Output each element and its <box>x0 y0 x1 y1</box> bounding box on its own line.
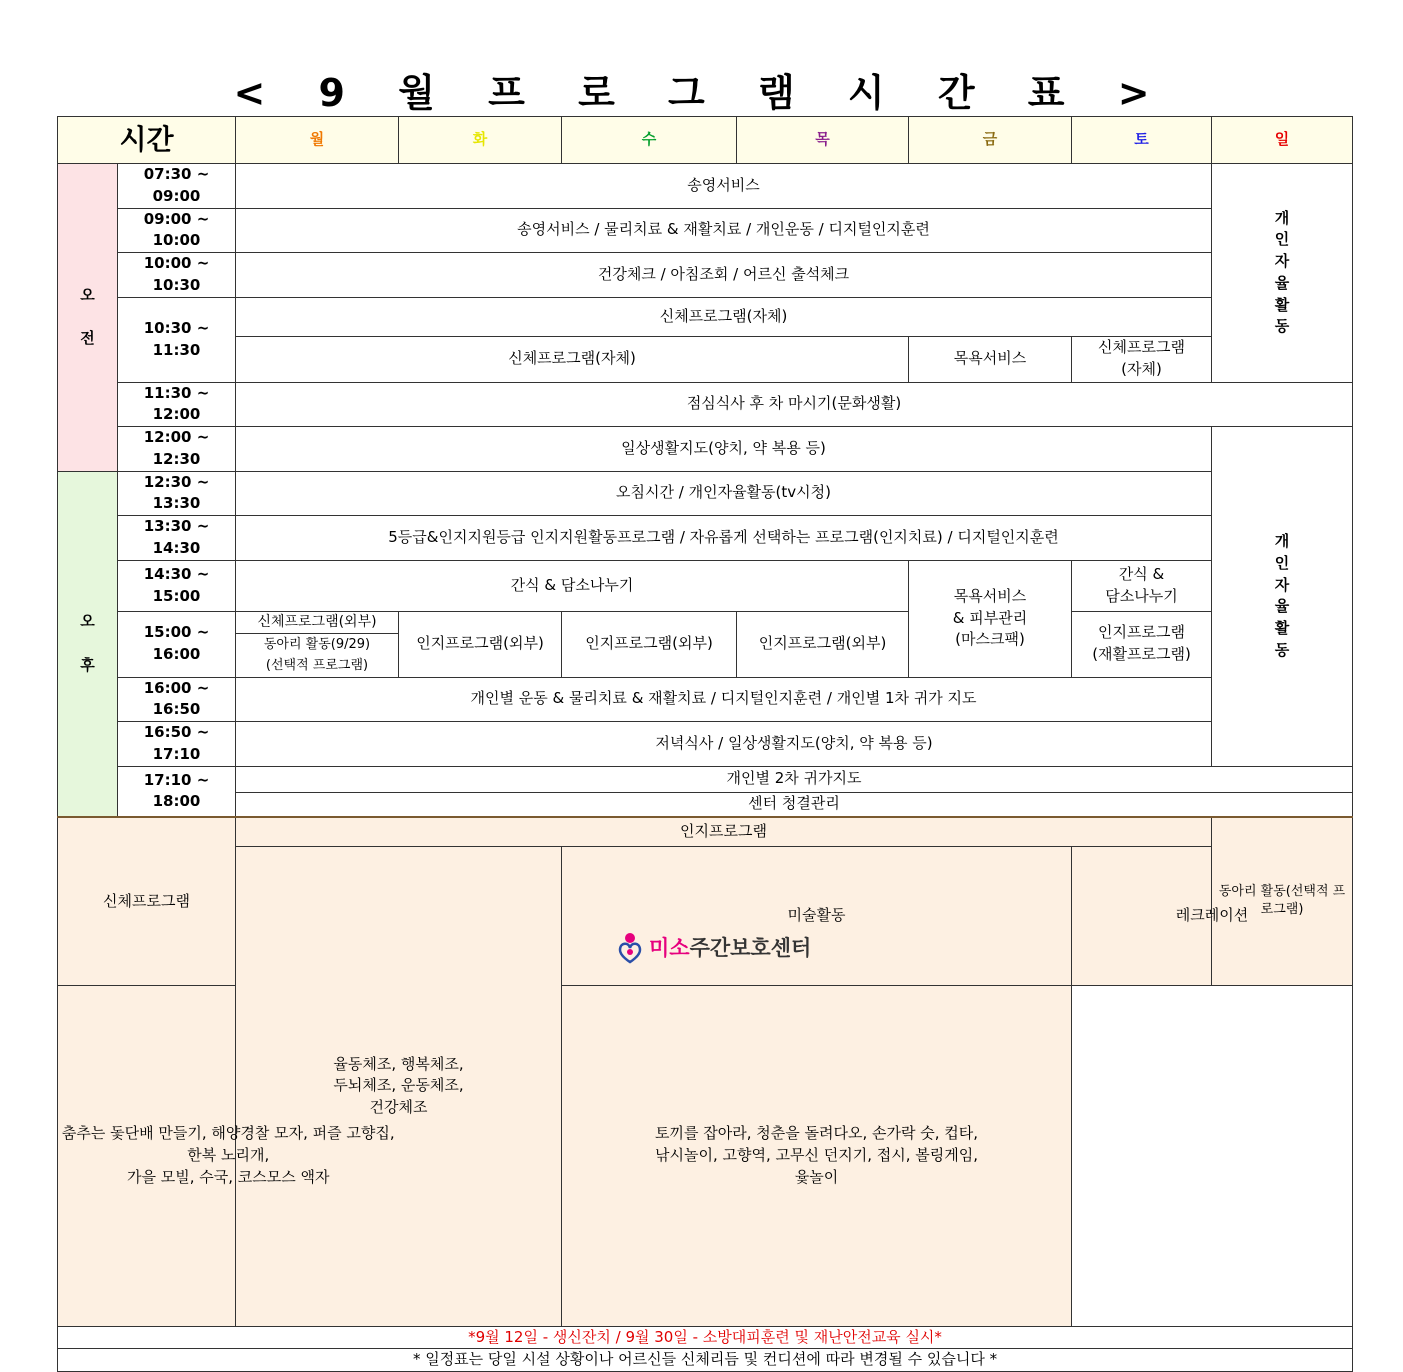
page-title: < 9 월 프 로 그 램 시 간 표 > <box>233 71 1170 115</box>
schedule-cell-sat: 간식 & 담소나누기 <box>1072 560 1212 611</box>
schedule-cell-mon <box>236 611 399 677</box>
schedule-cell-thu: 인지프로그램(외부) <box>737 611 909 677</box>
schedule-cell: 저녁식사 / 일상생활지도(양치, 약 복용 등) <box>236 722 1353 767</box>
time-slot: 13:30 ~ 14:30 <box>118 516 236 561</box>
schedule-cell: 일상생활지도(양치, 약 복용 등) <box>236 427 1212 472</box>
schedule-cell-sat: 인지프로그램 (재활프로그램) <box>1072 611 1212 677</box>
header-day-mon: 월 <box>236 117 399 164</box>
logo-highlight: 미소 <box>649 936 690 960</box>
period-am: 오 전 <box>58 164 118 472</box>
heart-people-icon <box>617 930 643 964</box>
period-pm: 오 후 <box>58 471 118 817</box>
schedule-cell-fri: 목욕서비스 & 피부관리 (마스크팩) <box>909 560 1072 677</box>
schedule-cell-sat: 신체프로그램 (자체) <box>1072 336 1212 382</box>
header-time: 시간 <box>58 117 236 164</box>
recreation-list: 토끼를 잡아라, 청춘을 돌려다오, 손가락 숫, 컵타, 낚시놀이, 고향역, 고무신 던지기, 접시, 볼링게임, 윷놀이 <box>562 985 1072 1326</box>
schedule-table <box>57 116 1353 1372</box>
header-day-sun: 일 <box>1212 117 1353 164</box>
schedule-cell: 건강체크 / 아침조회 / 어르신 출석체크 <box>236 253 1212 298</box>
mon-top-label: 신체프로그램(외부) <box>236 612 398 634</box>
time-slot: 17:10 ~ 18:00 <box>118 766 236 817</box>
header-day-sat: 토 <box>1072 117 1212 164</box>
logo-rest: 주간보호센터 <box>689 936 812 960</box>
header-day-wed: 수 <box>562 117 737 164</box>
schedule-cell-tue: 인지프로그램(외부) <box>399 611 562 677</box>
schedule-cell: 오침시간 / 개인자율활동(tv시청) <box>236 471 1212 516</box>
schedule-cell: 송영서비스 / 물리치료 & 재활치료 / 개인운동 / 디지털인지훈련 <box>236 208 1212 253</box>
sunday-am: 개 인 자 율 활 동 <box>1212 164 1353 383</box>
schedule-cell: 점심식사 후 차 마시기(문화생활) <box>236 382 1353 427</box>
header-day-thu: 목 <box>737 117 909 164</box>
time-slot: 10:00 ~ 10:30 <box>118 253 236 298</box>
time-slot: 14:30 ~ 15:00 <box>118 560 236 611</box>
time-slot: 09:00 ~ 10:00 <box>118 208 236 253</box>
time-slot: 07:30 ~ 09:00 <box>118 164 236 209</box>
schedule-cell: 신체프로그램(자체) <box>236 336 909 382</box>
time-slot: 16:50 ~ 17:10 <box>118 722 236 767</box>
schedule-cell: 센터 청결관리 <box>236 792 1353 817</box>
header-day-fri: 금 <box>909 117 1072 164</box>
time-slot: 10:30 ~ 11:30 <box>118 297 236 382</box>
schedule-cell-fri: 목욕서비스 <box>909 336 1072 382</box>
club-program-header: 동아리 활동(선택적 프로그램) <box>1212 817 1353 985</box>
time-slot: 12:30 ~ 13:30 <box>118 471 236 516</box>
header-day-tue: 화 <box>399 117 562 164</box>
time-slot: 11:30 ~ 12:00 <box>118 382 236 427</box>
schedule-cell: 송영서비스 <box>236 164 1212 209</box>
time-slot: 16:00 ~ 16:50 <box>118 677 236 722</box>
schedule-cell: 개인별 2차 귀가지도 <box>236 766 1353 792</box>
event-notice: *9월 12일 - 생신잔치 / 9월 30일 - 소방대피훈련 및 재난안전교육 실시* <box>58 1326 1353 1349</box>
time-slot: 12:00 ~ 12:30 <box>118 427 236 472</box>
mon-bottom-label: 동아리 활동(9/29) (선택적 프로그램) <box>263 637 371 673</box>
center-logo-text <box>649 932 811 962</box>
center-logo <box>617 929 811 965</box>
recreation-header: 레크레이션 <box>1072 847 1353 986</box>
schedule-cell: 간식 & 담소나누기 <box>236 560 909 611</box>
art-activity-list: 춤추는 돛단배 만들기, 해양경찰 모자, 퍼즐 고향집, 한복 노리개, 가을 모빌, 수국, 코스모스 액자 <box>58 985 399 1326</box>
schedule-cell: 개인별 운동 & 물리치료 & 재활치료 / 디지털인지훈련 / 개인별 1차 귀가 지도 <box>236 677 1212 722</box>
art-activity-header: 미술활동 <box>562 847 1072 986</box>
schedule-cell-wed: 인지프로그램(외부) <box>562 611 737 677</box>
schedule-cell: 5등급&인지지원등급 인지지원활동프로그램 / 자유롭게 선택하는 프로그램(인지치료) / 디지털인지훈련 <box>236 516 1212 561</box>
cognitive-program-header: 인지프로그램 <box>236 817 1212 847</box>
disclaimer-notice: * 일정표는 당일 시설 상황이나 어르신들 신체리듬 및 컨디션에 따라 변경될 수 있습니다 * <box>58 1349 1353 1372</box>
physical-program-list: 율동체조, 행복체조, 두뇌체조, 운동체조, 건강체조 <box>236 847 562 1327</box>
time-slot: 15:00 ~ 16:00 <box>118 611 236 677</box>
sunday-pm: 개 인 자 율 활 동 <box>1212 427 1353 767</box>
schedule-cell: 신체프로그램(자체) <box>236 297 1212 336</box>
physical-program-header: 신체프로그램 <box>58 817 236 985</box>
